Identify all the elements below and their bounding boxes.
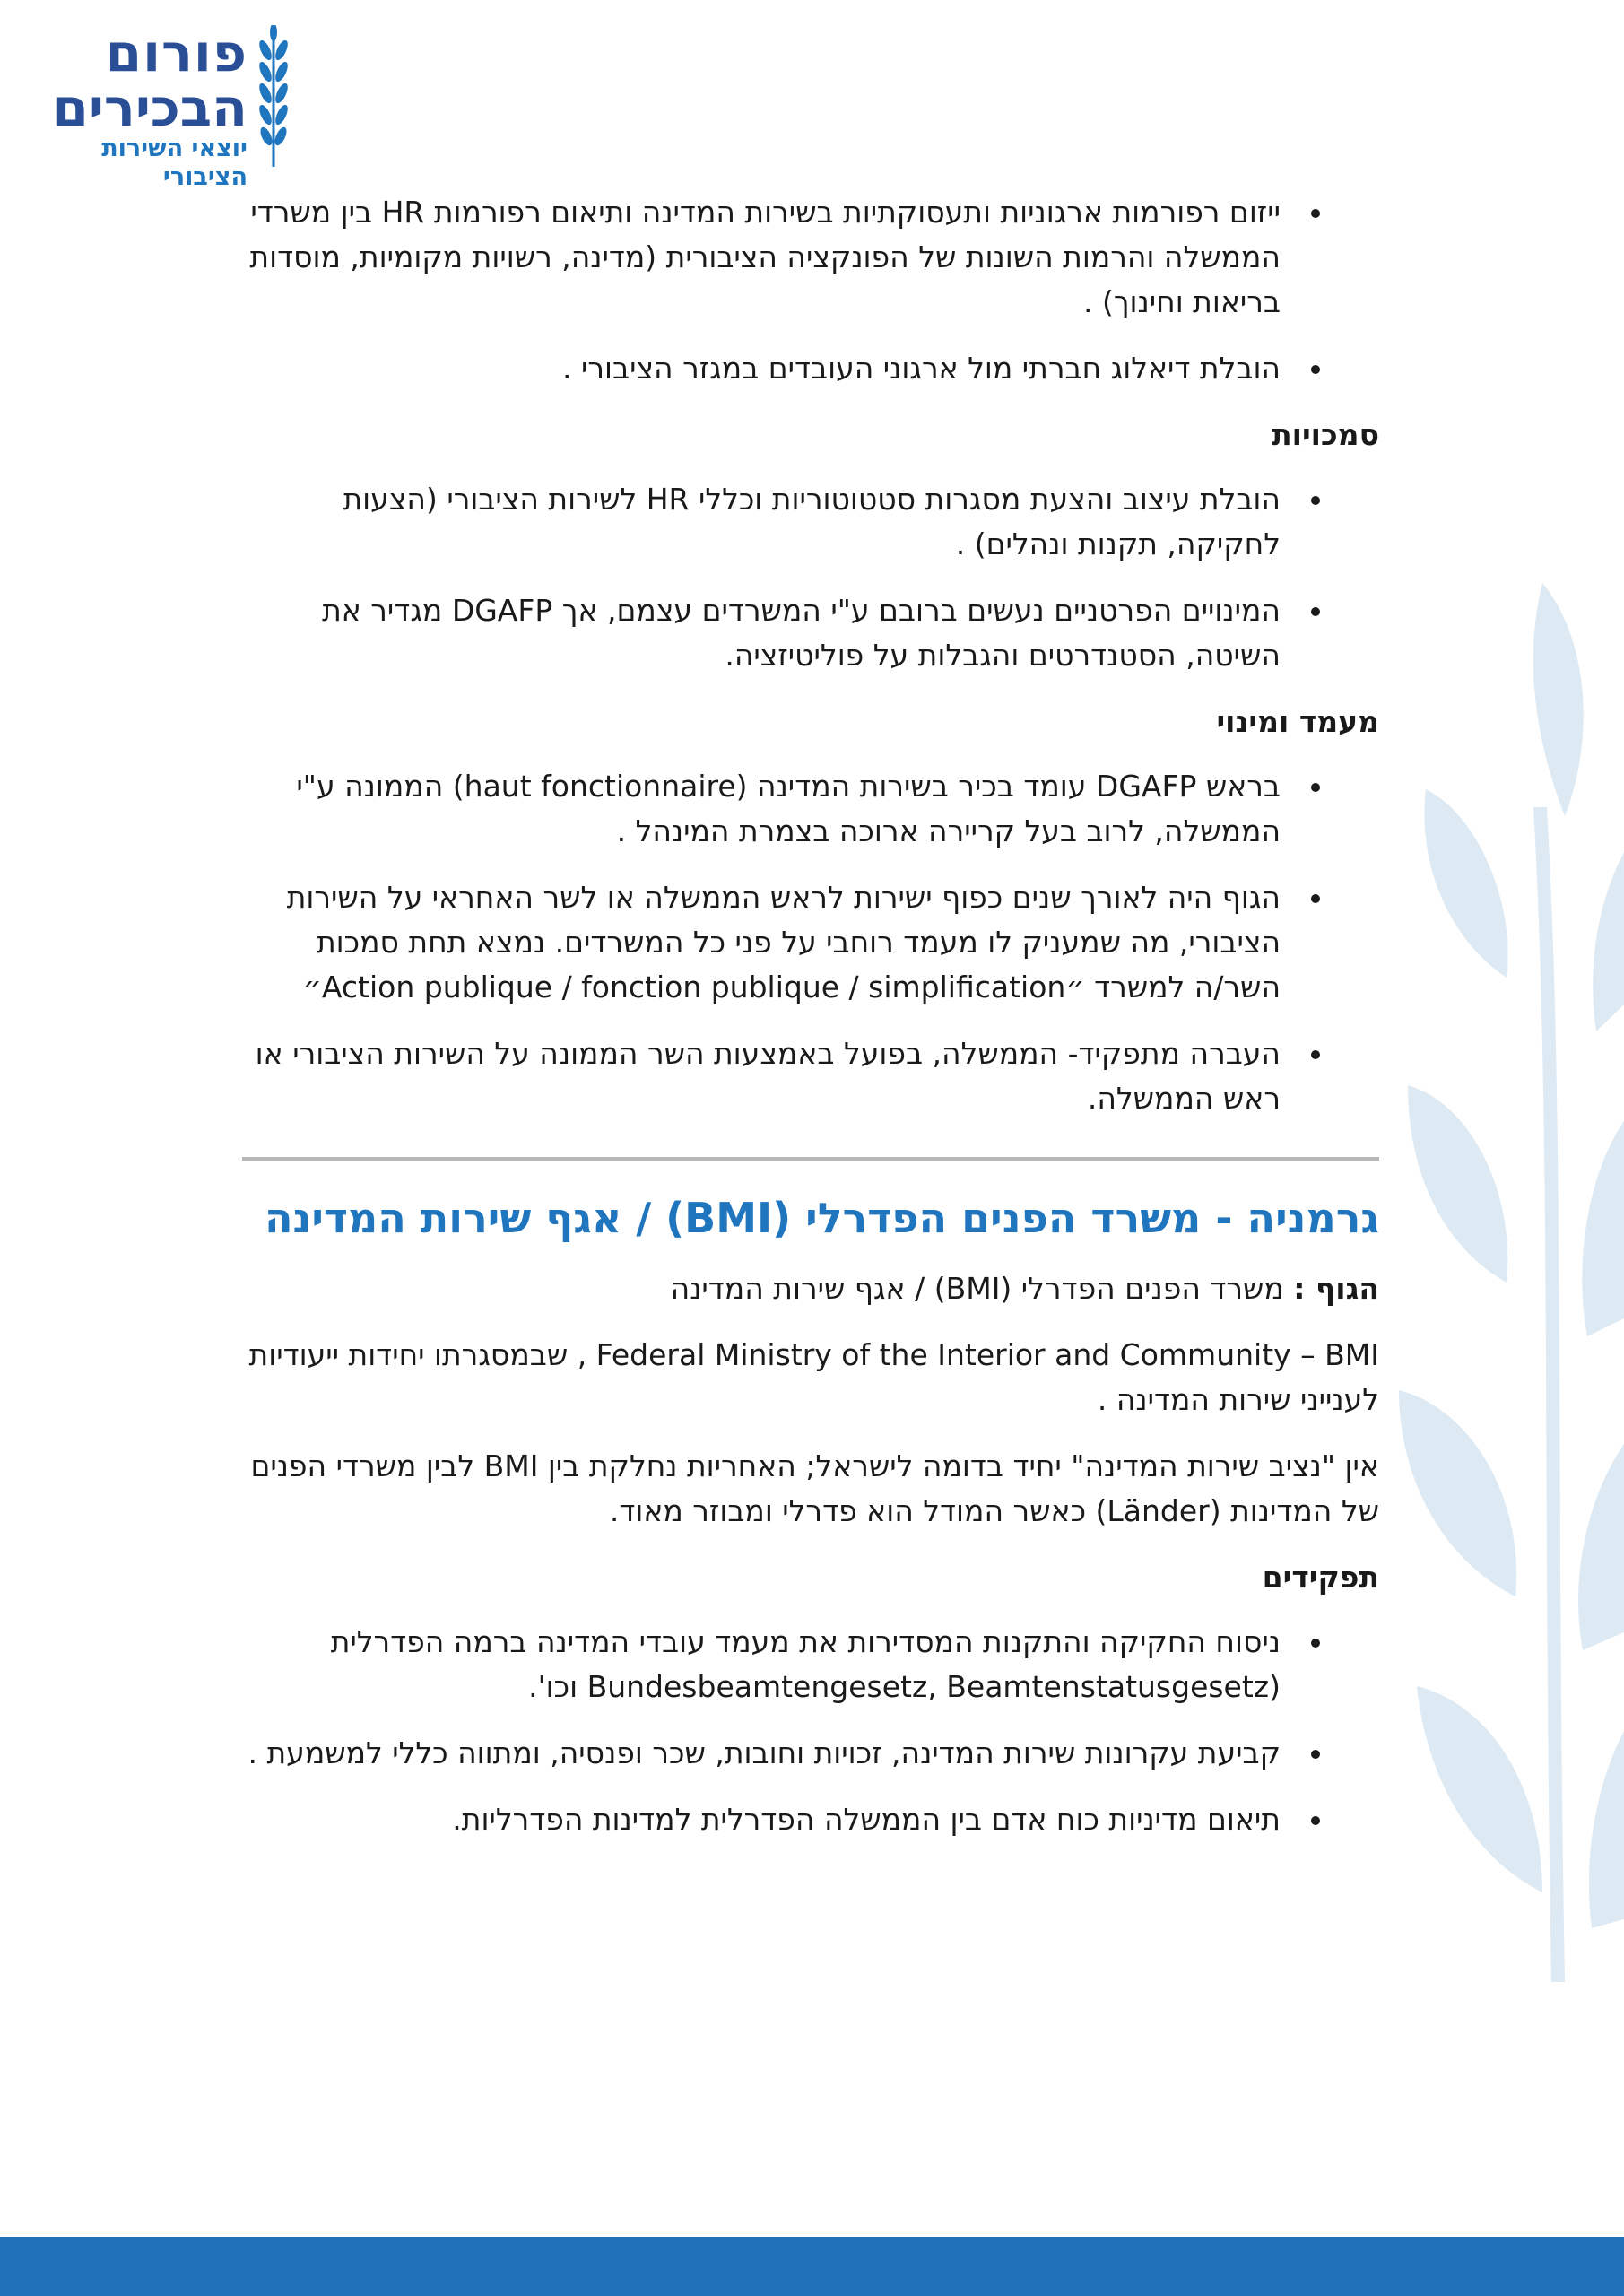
authority-heading: סמכויות [1272, 417, 1379, 452]
list-item: הגוף היה לאורך שנים כפוף ישירות לראש הממשלה או לשר האחראי על השירות הציבורי, מה שמעניק לו מעמד רוחבי על פני כל המשרדים. נמצא תחת סמכות השר/ה למשרד ״Action publique / fonction publique / simplification״ [242, 875, 1379, 1010]
logo [32, 22, 292, 191]
logo-text [32, 22, 248, 192]
logo-line-3: יוצאי השירות הציבורי [101, 135, 248, 191]
document-body [242, 190, 1379, 1864]
body-value: משרד הפנים הפדרלי (BMI) / אגף שירות המדינה [670, 1271, 1294, 1306]
list-item: תיאום מדיניות כוח אדם בין הממשלה הפדרלית למדינות הפדרליות. [242, 1797, 1379, 1842]
wheat-icon [255, 25, 292, 170]
list-item: המינויים הפרטניים נעשים ברובם ע"י המשרדים עצמם, אך DGAFP מגדיר את השיטה, הסטנדרטים והגבלות על פוליטיזציה. [242, 588, 1379, 678]
status-list [242, 764, 1379, 1121]
list-item: קביעת עקרונות שירות המדינה, זכויות וחובות, שכר ופנסיה, ומתווה כללי למשמעת . [242, 1731, 1379, 1776]
body-line [242, 1266, 1379, 1311]
footer-bar [0, 2237, 1624, 2296]
roles-heading: תפקידים [1262, 1560, 1379, 1595]
list-item: ניסוח החקיקה והתקנות המסדירות את מעמד עובדי המדינה ברמה הפדרלית (Bundesbeamtengesetz, Beamtenstatusgesetz וכו'. [242, 1620, 1379, 1709]
list-item: הובלת דיאלוג חברתי מול ארגוני העובדים במגזר הציבורי . [242, 346, 1379, 391]
germany-note: אין "נציב שירות המדינה" יחיד בדומה לישראל; האחריות נחלקת בין BMI לבין משרדי הפנים של המדינות (Länder) כאשר המודל הוא פדרלי ומבוזר מאוד. [250, 1448, 1379, 1528]
authority-list [242, 477, 1379, 678]
logo-line-2: הבכירים [52, 77, 248, 138]
status-heading: מעמד ומינוי [1216, 704, 1379, 739]
body-label: הגוף : [1293, 1271, 1379, 1306]
list-item: ייזום רפורמות ארגוניות ותעסוקתיות בשירות המדינה ותיאום רפורמות HR בין משרדי הממשלה והרמות השונות של הפונקציה הציבורית (מדינה, רשויות מקומיות, מוסדות בריאות וחינוך) . [242, 190, 1379, 325]
logo-line-1: פורום [105, 22, 248, 83]
section-divider [242, 1157, 1379, 1161]
germany-section-title: גרמניה - משרד הפנים הפדרלי (BMI) / אגף שירות המדינה [264, 1194, 1379, 1242]
roles-list [242, 1620, 1379, 1842]
germany-description: Federal Ministry of the Interior and Community – BMI , שבמסגרתו יחידות ייעודיות לענייני שירות המדינה . [248, 1337, 1379, 1417]
wheat-watermark-icon [1372, 583, 1624, 1982]
list-item: בראש DGAFP עומד בכיר בשירות המדינה (haut fonctionnaire) הממונה ע"י הממשלה, לרוב בעל קריירה ארוכה בצמרת המינהל . [242, 764, 1379, 854]
france-intro-list [242, 190, 1379, 391]
list-item: הובלת עיצוב והצעת מסגרות סטטוטוריות וכללי HR לשירות הציבורי (הצעות לחקיקה, תקנות ונהלים) . [242, 477, 1379, 567]
list-item: העברה מתפקיד- הממשלה, בפועל באמצעות השר הממונה על השירות הציבורי או ראש הממשלה. [242, 1031, 1379, 1121]
